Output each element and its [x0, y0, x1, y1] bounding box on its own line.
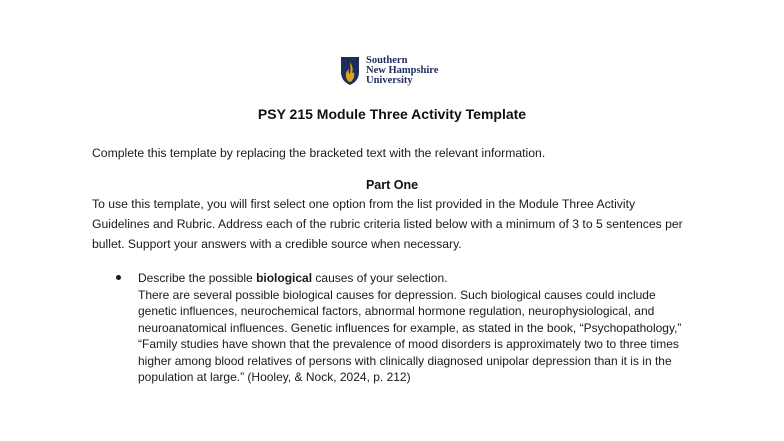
prompt-bold-word: biological [256, 271, 313, 285]
logo-line-1: Southern [366, 55, 408, 66]
university-logo [340, 54, 438, 88]
prompt-text-end: causes of your selection. [312, 271, 448, 285]
logo-wordmark [366, 56, 438, 86]
prompt-text-start: Describe the possible [138, 271, 257, 285]
shield-flame-icon [340, 56, 360, 86]
logo-line-3: University [366, 75, 413, 86]
logo-line-2: New Hampshire [366, 65, 439, 76]
intro-paragraph: Complete this template by replacing the bracketed text with the relevant information. [92, 146, 546, 160]
instructions-paragraph: To use this template, you will first select one option from the list provided in the Module Three Activity Guidelines and Rubric. Address each of the rubric criteria listed below with a minimum of 3 to 5 sentences per bullet. Support your answers with a credible source when necessary. [92, 197, 683, 251]
bullet-prompt [138, 270, 694, 287]
bullet-icon [116, 275, 121, 280]
bullet-content [138, 270, 694, 386]
document-title: PSY 215 Module Three Activity Template [257, 106, 527, 122]
bullet-answer: There are several possible biological causes for depression. Such biological causes could include genetic influences, neurochemical factors, abnormal hormone regulation, neurophysiological, and neuroanatomical influences. Genetic influences for example, as stated in the book, “Psychopathology,” “Family studies have shown that the prevalence of mood disorders is approximately two to three times higher among blood relatives of persons with clinically diagnosed unipolar depression than it is in the population at large.” (Hooley, & Nock, 2024, p. 212) [138, 287, 682, 384]
part-heading: Part One [365, 178, 419, 192]
